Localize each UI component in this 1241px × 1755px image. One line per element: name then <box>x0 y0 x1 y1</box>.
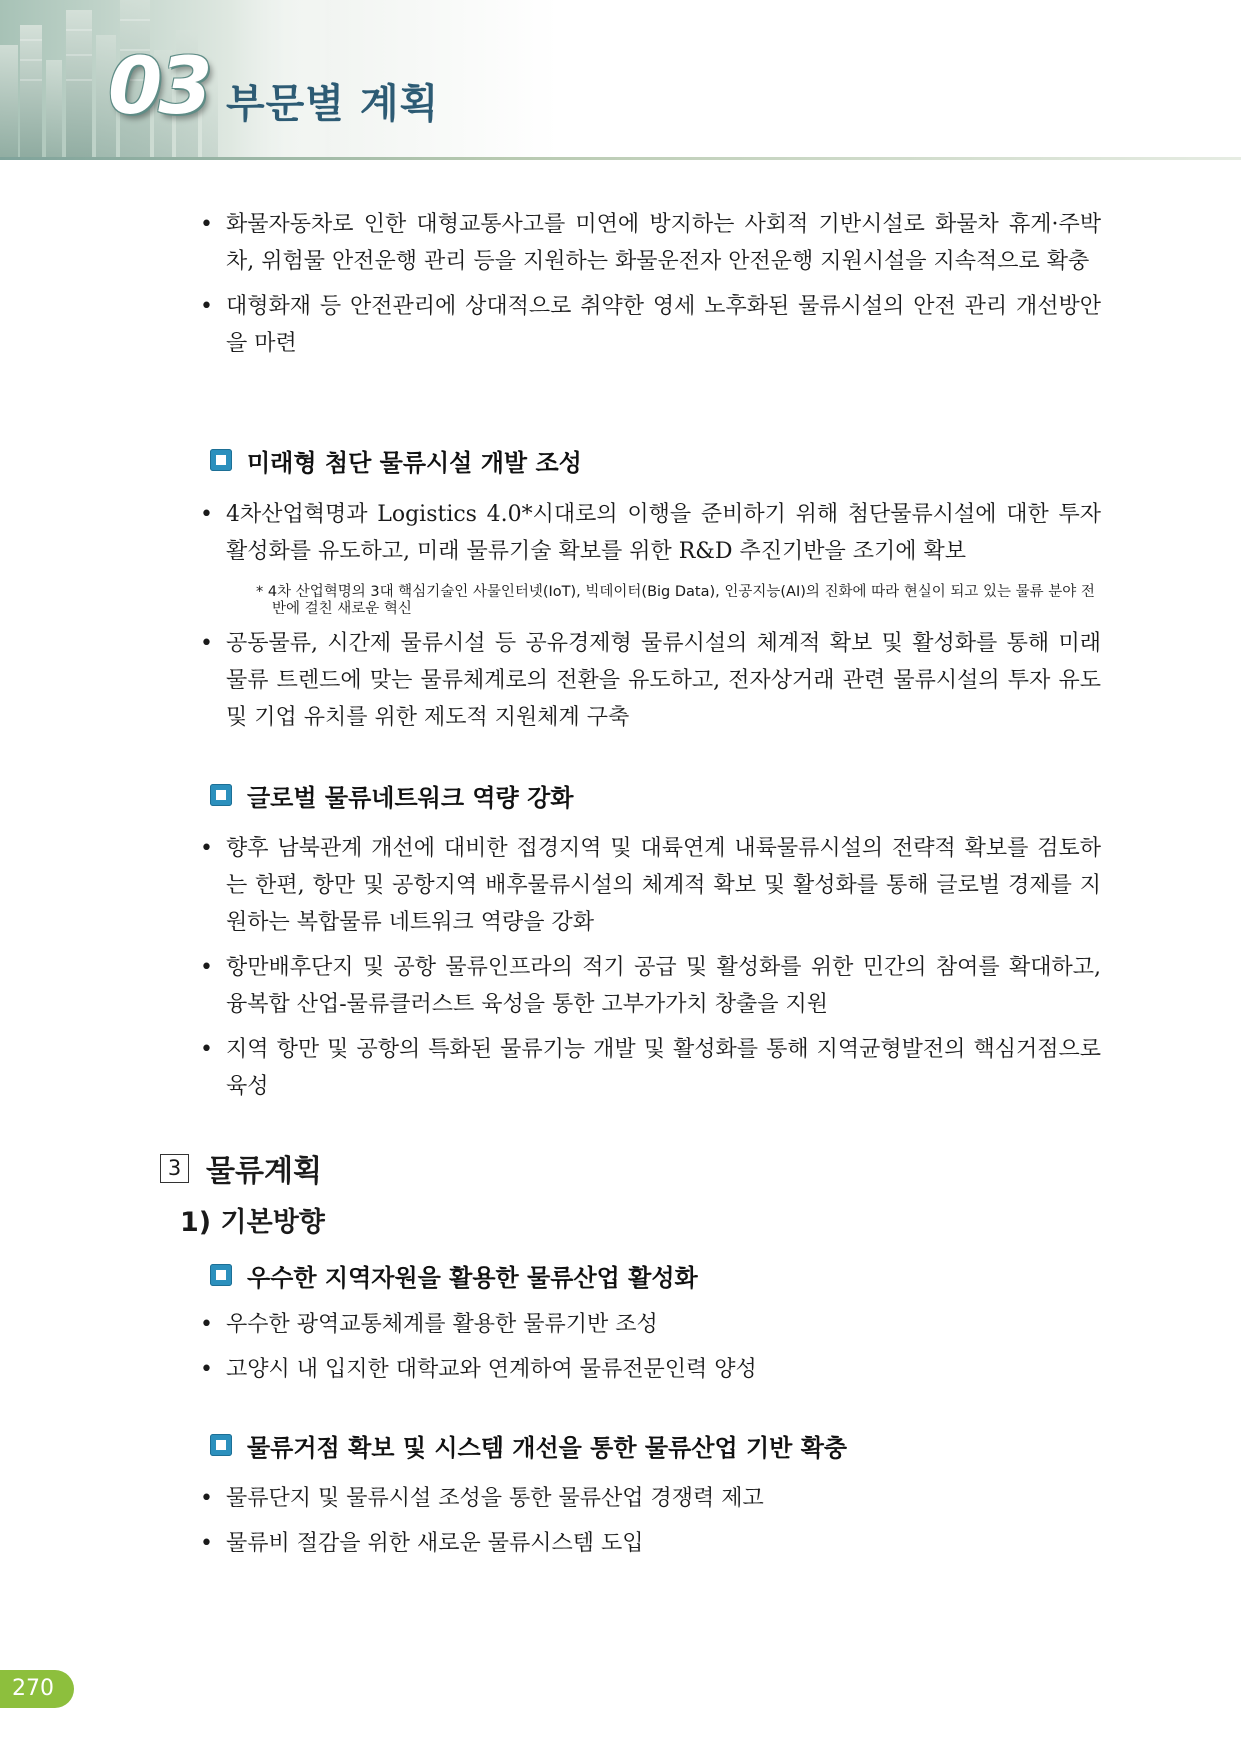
chapter-number: 03 <box>108 42 209 132</box>
list-item: • 대형화재 등 안전관리에 상대적으로 취약한 영세 노후화된 물류시설의 안전 관리 개선방안을 마련 <box>226 288 1101 362</box>
list-item: • 물류단지 및 물류시설 조성을 통한 물류산업 경쟁력 제고 <box>226 1480 1101 1517</box>
chapter-header <box>0 0 1241 160</box>
list-item: • 물류비 절감을 위한 새로운 물류시스템 도입 <box>226 1525 1101 1562</box>
list-item: • 고양시 내 입지한 대학교와 연계하여 물류전문인력 양성 <box>226 1351 1101 1388</box>
square-bullet-icon <box>210 1434 232 1456</box>
heading-text: 미래형 첨단 물류시설 개발 조성 <box>247 448 582 477</box>
list-item: • 공동물류, 시간제 물류시설 등 공유경제형 물류시설의 체계적 확보 및 활성화를 통해 미래 물류 트렌드에 맞는 물류체계로의 전환을 유도하고, 전자상거래 관련 물류시설의 투자 유도 및 기업 유치를 위한 제도적 지원체계 구축 <box>226 625 1101 736</box>
bullet-list-global <box>226 830 1101 1113</box>
square-bullet-icon <box>210 449 232 471</box>
list-item: • 향후 남북관계 개선에 대비한 접경지역 및 대륙연계 내륙물류시설의 전략적 확보를 검토하는 한편, 항만 및 공항지역 배후물류시설의 체계적 확보 및 활성화를 통해 글로벌 경제를 지원하는 복합물류 네트워크 역량을 강화 <box>226 830 1101 941</box>
bullet-list-future-2 <box>226 625 1101 744</box>
section-heading <box>160 1148 322 1188</box>
bullet-list-base <box>226 1480 1101 1570</box>
section-number-box: 3 <box>160 1154 189 1183</box>
list-item: • 화물자동차로 인한 대형교통사고를 미연에 방지하는 사회적 기반시설로 화물차 휴게·주박차, 위험물 안전운행 관리 등을 지원하는 화물운전자 안전운행 지원시설을 지속적으로 확충 <box>226 206 1101 280</box>
heading-global-network <box>210 779 573 811</box>
section-title: 물류계획 <box>206 1154 322 1189</box>
bullet-list-future <box>226 496 1101 578</box>
bullet-list-safety <box>226 206 1101 370</box>
heading-future-facilities <box>210 444 582 476</box>
heading-text: 우수한 지역자원을 활용한 물류산업 활성화 <box>247 1263 698 1292</box>
heading-logistics-base <box>210 1429 847 1461</box>
page-number: 270 <box>0 1670 74 1708</box>
footnote: * 4차 산업혁명의 3대 핵심기술인 사물인터넷(IoT), 빅데이터(Big Data), 인공지능(AI)의 진화에 따라 현실이 되고 있는 물류 분야 전반에 걸친 새로운 혁신 <box>256 584 1095 617</box>
list-item: • 우수한 광역교통체계를 활용한 물류기반 조성 <box>226 1306 1101 1343</box>
heading-text: 글로벌 물류네트워크 역량 강화 <box>247 783 574 812</box>
square-bullet-icon <box>210 784 232 806</box>
list-item: • 4차산업혁명과 Logistics 4.0*시대로의 이행을 준비하기 위해 첨단물류시설에 대한 투자 활성화를 유도하고, 미래 물류기술 확보를 위한 R&D 추진기반을 조기에 확보 <box>226 496 1101 570</box>
heading-regional-resources <box>210 1259 698 1291</box>
bullet-list-resources <box>226 1306 1101 1396</box>
square-bullet-icon <box>210 1264 232 1286</box>
chapter-title: 부문별 계획 <box>226 81 440 127</box>
subsection-heading: 1) 기본방향 <box>180 1207 325 1238</box>
list-item: • 항만배후단지 및 공항 물류인프라의 적기 공급 및 활성화를 위한 민간의 참여를 확대하고, 융복합 산업-물류클러스트 육성을 통한 고부가가치 창출을 지원 <box>226 949 1101 1023</box>
heading-text: 물류거점 확보 및 시스템 개선을 통한 물류산업 기반 확충 <box>247 1433 848 1462</box>
list-item: • 지역 항만 및 공항의 특화된 물류기능 개발 및 활성화를 통해 지역균형발전의 핵심거점으로 육성 <box>226 1031 1101 1105</box>
header-divider <box>0 157 1241 160</box>
